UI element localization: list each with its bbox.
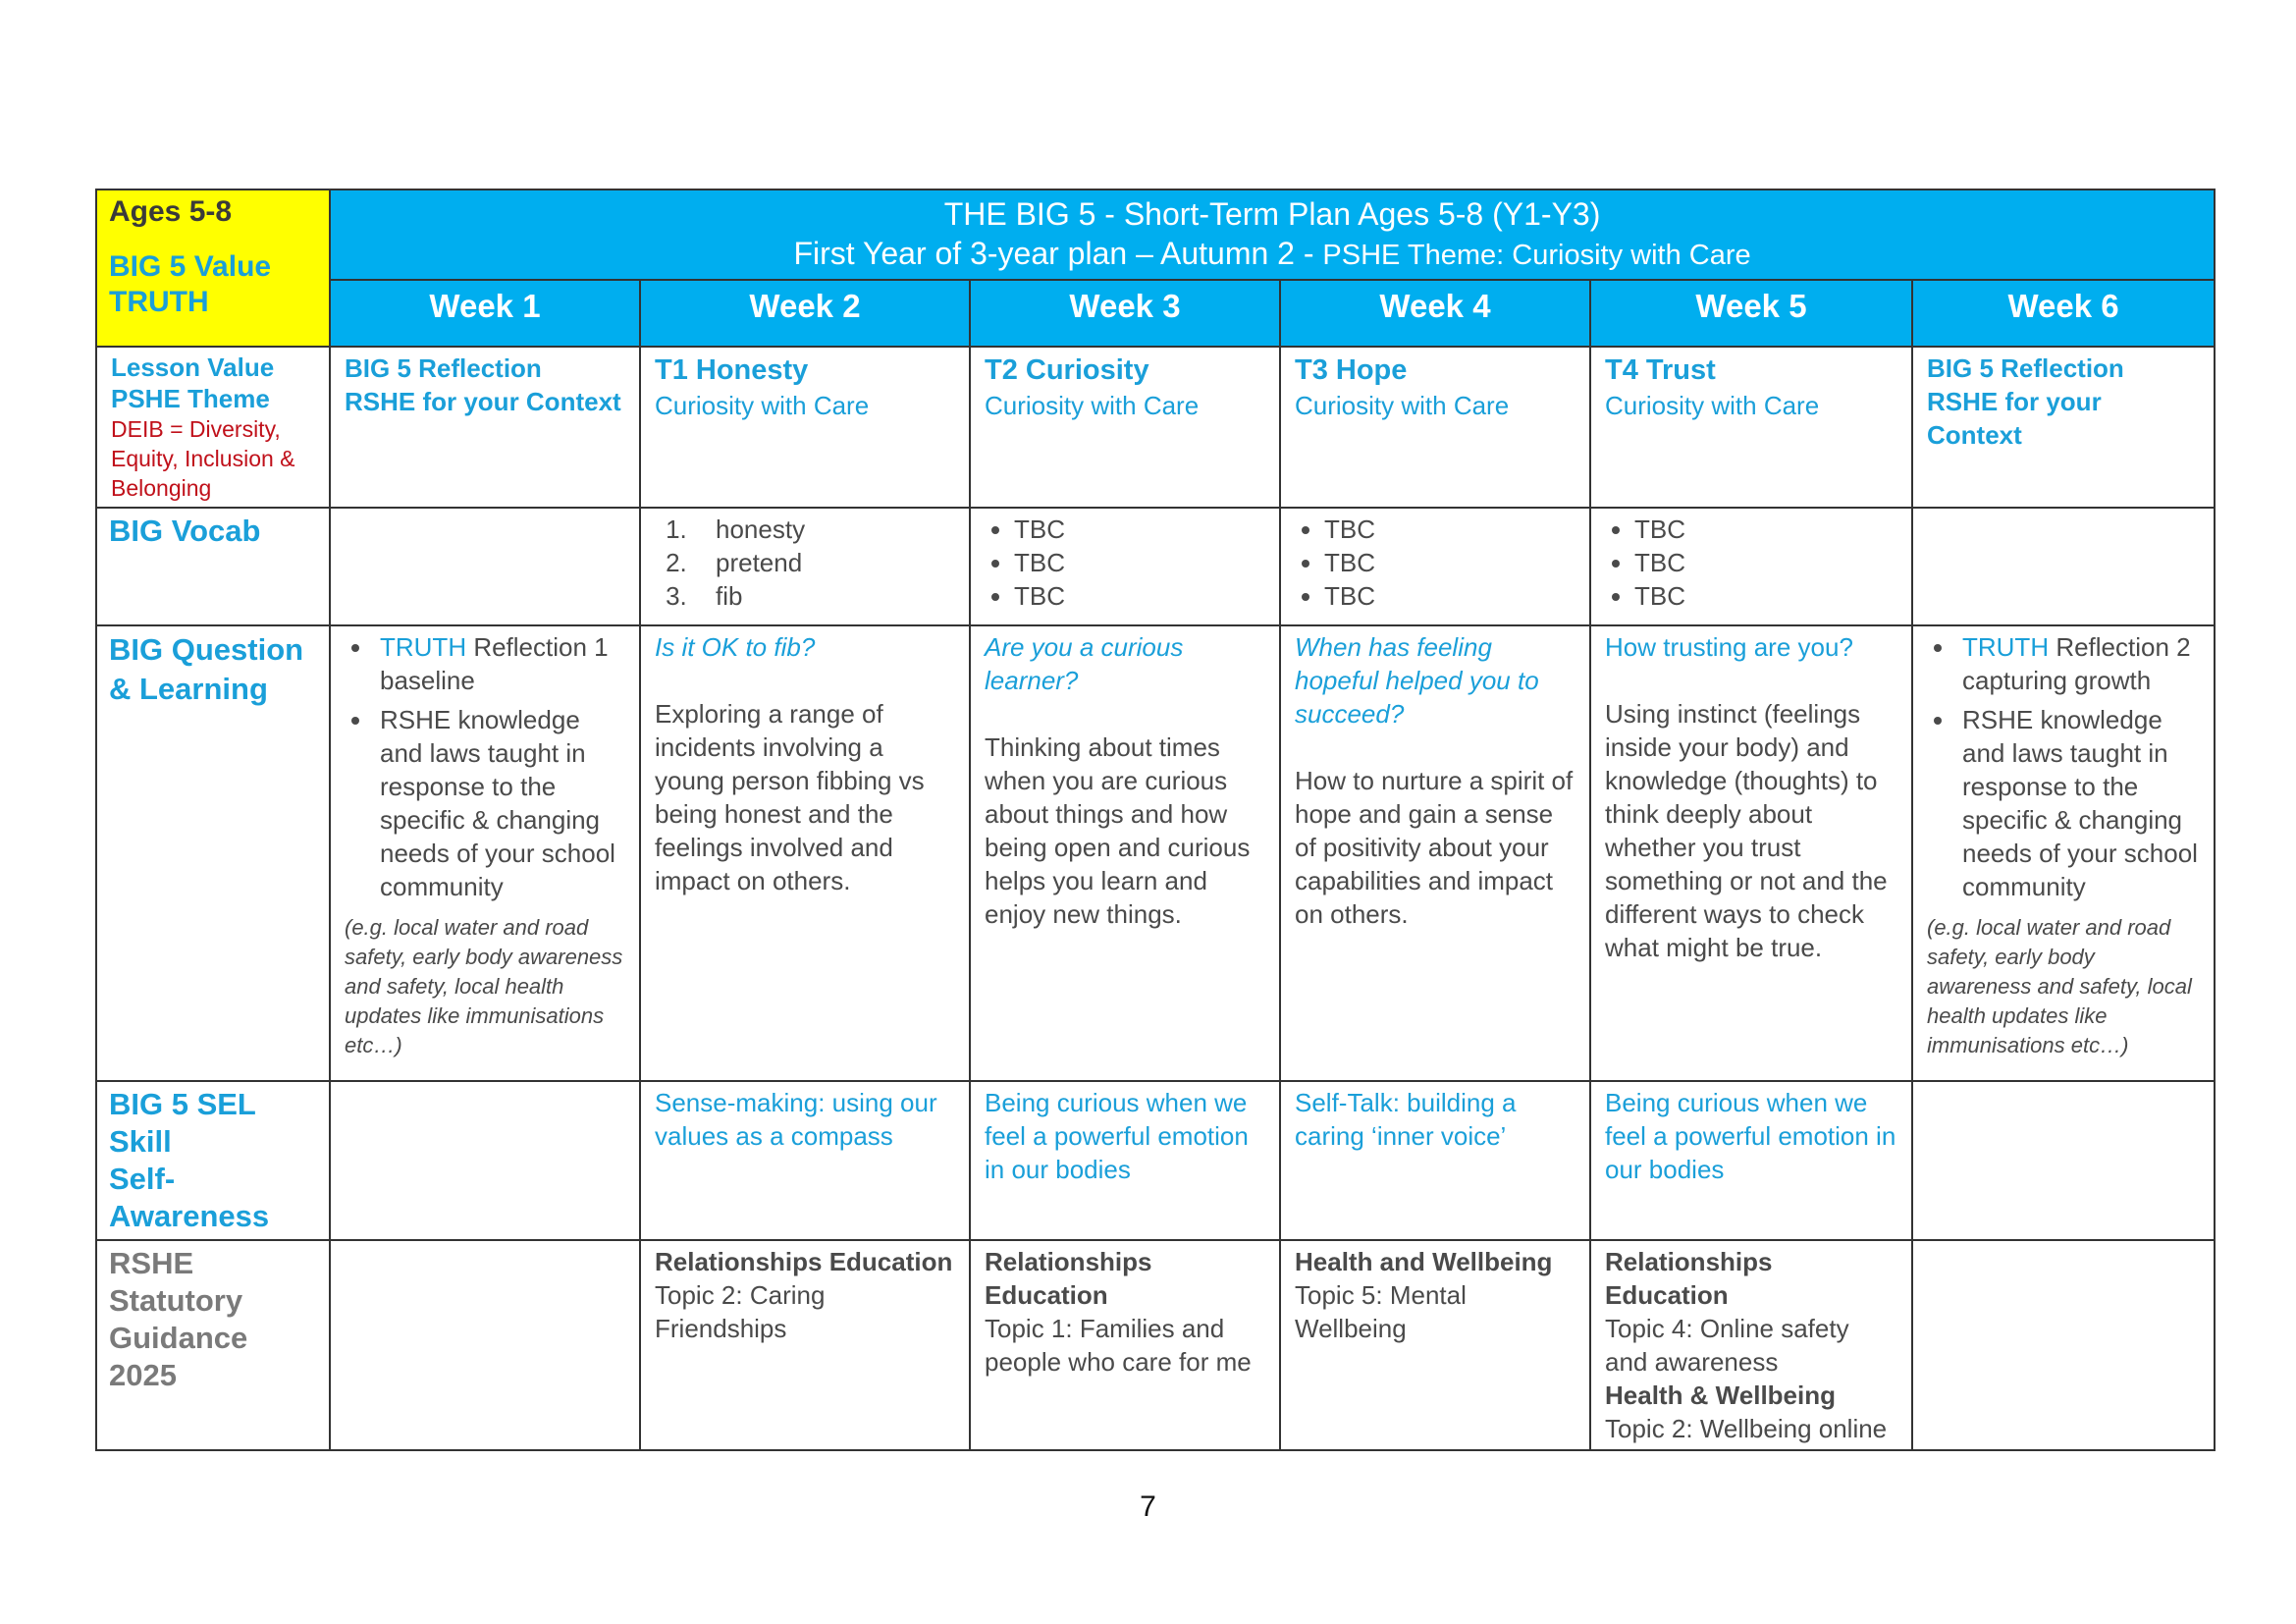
examples-note: (e.g. local water and road safety, early body awareness and safety, local health updates like immunisations etc…) (1927, 915, 2192, 1057)
plan-title: THE BIG 5 - Short-Term Plan Ages 5-8 (Y1-Y3) (943, 196, 1601, 232)
sel-week-4: Self-Talk: building a caring ‘inner voice’ (1280, 1081, 1590, 1240)
lesson-week-2 (640, 347, 970, 508)
rshe-topic: Topic 1: Families and people who care for me (985, 1314, 1252, 1377)
vocab-item: • TBC (1324, 579, 1575, 613)
question-week-2 (640, 625, 970, 1081)
examples-note: (e.g. local water and road safety, early body awareness and safety, local health updates like immunisations etc…) (345, 915, 623, 1057)
big5-value: TRUTH (109, 286, 209, 318)
vocab-row-head: BIG Vocab (96, 508, 330, 625)
rshe-heading: Relationships Education (985, 1247, 1152, 1310)
question-week-6 (1912, 625, 2215, 1081)
lesson-week-3 (970, 347, 1280, 508)
vocab-item: • TBC (1014, 513, 1265, 546)
vocab-item: • TBC (1324, 546, 1575, 579)
question-week-1 (330, 625, 640, 1081)
lesson-week-6 (1912, 347, 2215, 508)
rshe-heading: Relationships Education (1605, 1247, 1773, 1310)
vocab-week-2 (640, 508, 970, 625)
week-3-header: Week 3 (970, 280, 1280, 347)
vocab-item: • TBC (1014, 579, 1265, 613)
lesson-title: BIG 5 Reflection (345, 353, 542, 383)
sel-week-3: Being curious when we feel a powerful emotion in our bodies (970, 1081, 1280, 1240)
rshe-bullet: • RSHE knowledge and laws taught in response to the specific & changing needs of your school community (1956, 703, 2200, 903)
vocab-week-5 (1590, 508, 1912, 625)
truth-value: TRUTH (1962, 632, 2050, 662)
vocab-week-6 (1912, 508, 2215, 625)
week-6-header: Week 6 (1912, 280, 2215, 347)
page-number: 7 (1140, 1490, 1156, 1523)
reflection-bullet (1956, 630, 2200, 697)
rshe-week-6 (1912, 1240, 2215, 1450)
rshe-row-head: RSHE Statutory Guidance 2025 (96, 1240, 330, 1450)
sel-week-2: Sense-making: using our values as a compass (640, 1081, 970, 1240)
learning-text: Exploring a range of incidents involving a young person fibbing vs being honest and the feelings involved and impact on others. (655, 699, 925, 895)
lesson-title: T4 Trust (1605, 354, 1716, 386)
lesson-title: T3 Hope (1295, 354, 1408, 386)
sel-skill-label: BIG 5 SEL Skill (109, 1087, 256, 1159)
vocab-item: • TBC (1634, 546, 1897, 579)
learning-text: Thinking about times when you are curious about things and how being open and curious helps you learn and enjoy new things. (985, 732, 1251, 929)
week-2-header: Week 2 (640, 280, 970, 347)
big-question: When has feeling hopeful helped you to succeed? (1295, 632, 1539, 729)
question-week-3 (970, 625, 1280, 1081)
vocab-week-3 (970, 508, 1280, 625)
vocab-item: • TBC (1634, 579, 1897, 613)
rshe-topic: Topic 2: Caring Friendships (655, 1280, 826, 1343)
pshe-theme-label: PSHE Theme (111, 384, 270, 413)
rshe-heading: Health and Wellbeing (1295, 1247, 1553, 1276)
rshe-week-2 (640, 1240, 970, 1450)
week-4-header: Week 4 (1280, 280, 1590, 347)
vocab-week-1 (330, 508, 640, 625)
sel-week-5: Being curious when we feel a powerful emotion in our bodies (1590, 1081, 1912, 1240)
lesson-subtitle: RSHE for your Context (1927, 387, 2102, 450)
rshe-topic: Topic 4: Online safety and awareness (1605, 1314, 1849, 1377)
lesson-subtitle: Curiosity with Care (1605, 391, 1820, 420)
reflection-bullet (374, 630, 625, 697)
vocab-list (985, 513, 1265, 613)
lesson-subtitle: RSHE for your Context (345, 387, 621, 416)
vocab-item: • TBC (1634, 513, 1897, 546)
big-question: Are you a curious learner? (985, 632, 1184, 695)
lesson-title: T1 Honesty (655, 354, 809, 386)
sel-row-head (96, 1081, 330, 1240)
rshe-week-3 (970, 1240, 1280, 1450)
question-week-4 (1280, 625, 1590, 1081)
plan-title-cell (330, 189, 2215, 280)
question-list (1927, 630, 2200, 903)
vocab-list (1295, 513, 1575, 613)
lesson-week-1 (330, 347, 640, 508)
lesson-subtitle: Curiosity with Care (1295, 391, 1510, 420)
rshe-week-5 (1590, 1240, 1912, 1450)
rshe-heading: Relationships Education (655, 1247, 953, 1276)
big-question: Is it OK to fib? (655, 632, 816, 662)
week-1-header: Week 1 (330, 280, 640, 347)
pshe-theme-title: PSHE Theme: Curiosity with Care (1322, 240, 1751, 271)
lesson-subtitle: Curiosity with Care (985, 391, 1200, 420)
rshe-heading: Health & Wellbeing (1605, 1380, 1836, 1410)
vocab-item: • TBC (1324, 513, 1575, 546)
vocab-item: 2. pretend (694, 546, 955, 579)
vocab-item: 3. fib (694, 579, 955, 613)
ages-label: Ages 5-8 (109, 195, 233, 228)
age-value-cell (96, 189, 330, 347)
lesson-title: BIG 5 Reflection (1927, 353, 2124, 383)
vocab-week-4 (1280, 508, 1590, 625)
reflection-text: Reflection 1 baseline (380, 632, 609, 695)
deib-label: DEIB = Diversity, Equity, Inclusion & Belonging (111, 416, 295, 501)
lesson-title: T2 Curiosity (985, 354, 1149, 386)
reflection-text: Reflection 2 capturing growth (1962, 632, 2191, 695)
week-5-header: Week 5 (1590, 280, 1912, 347)
rshe-topic: Topic 2: Wellbeing online (1605, 1414, 1888, 1443)
lesson-week-5 (1590, 347, 1912, 508)
lesson-subtitle: Curiosity with Care (655, 391, 870, 420)
plan-subtitle: First Year of 3-year plan – Autumn 2 - (793, 236, 1323, 271)
vocab-list (1605, 513, 1897, 613)
big-question: How trusting are you? (1605, 632, 1853, 662)
sel-week-1 (330, 1081, 640, 1240)
rshe-topic: Topic 5: Mental Wellbeing (1295, 1280, 1467, 1343)
question-list (345, 630, 625, 903)
short-term-plan-table (95, 189, 2216, 1451)
learning-text: How to nurture a spirit of hope and gain a sense of positivity about your capabilities and impact on others. (1295, 766, 1574, 929)
lesson-value-label: Lesson Value (111, 352, 275, 382)
question-week-5 (1590, 625, 1912, 1081)
truth-value: TRUTH (380, 632, 467, 662)
sel-week-6 (1912, 1081, 2215, 1240)
learning-text: Using instinct (feelings inside your body) and knowledge (thoughts) to think deeply about whether you trust something or not and the different ways to check what might be true. (1605, 699, 1888, 962)
question-row-head: BIG Question & Learning (96, 625, 330, 1081)
vocab-list (655, 513, 955, 613)
vocab-item: • TBC (1014, 546, 1265, 579)
vocab-item: 1. honesty (694, 513, 955, 546)
sel-skill-name: Self-Awareness (109, 1162, 270, 1233)
rshe-week-4 (1280, 1240, 1590, 1450)
lesson-week-4 (1280, 347, 1590, 508)
big5-value-label: BIG 5 Value (109, 250, 272, 283)
rshe-bullet: • RSHE knowledge and laws taught in response to the specific & changing needs of your school community (374, 703, 625, 903)
lesson-value-row-head (96, 347, 330, 508)
rshe-week-1 (330, 1240, 640, 1450)
